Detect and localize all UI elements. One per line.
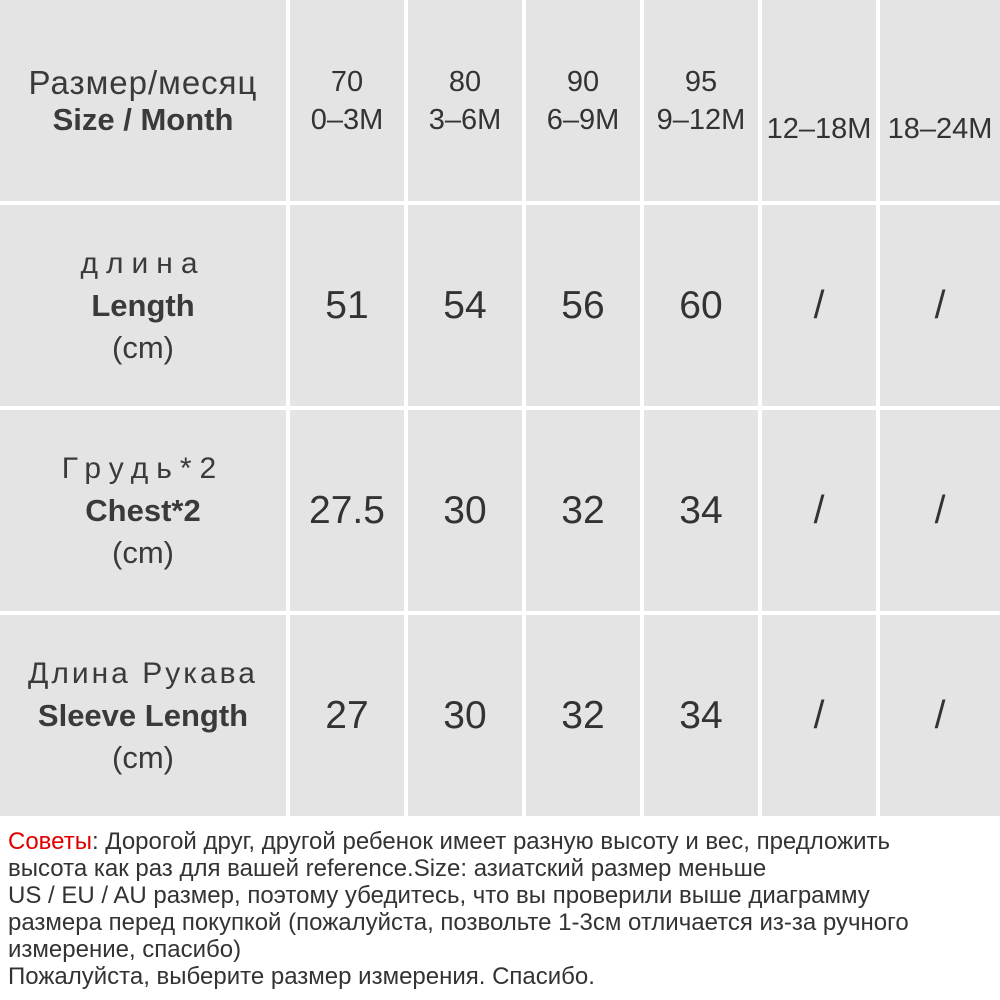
size-header-80 — [408, 0, 526, 205]
row-label-ru: длина — [80, 246, 206, 280]
table-cell: / — [762, 410, 880, 615]
table-cell: 32 — [526, 615, 644, 820]
row-label-ru: Грудь*2 — [61, 451, 225, 485]
size-number: 80 — [448, 65, 482, 98]
row-label-unit: (cm) — [112, 739, 174, 775]
size-months: 9–12M — [656, 103, 746, 136]
row-label-chest — [0, 410, 290, 615]
table-cell: 60 — [644, 205, 762, 410]
size-number: 95 — [684, 65, 718, 98]
size-tips-notes — [8, 828, 993, 996]
row-label-ru: Длина Рукава — [28, 656, 258, 690]
size-header-70 — [290, 0, 408, 205]
table-cell: 32 — [526, 410, 644, 615]
size-header-90 — [526, 0, 644, 205]
table-cell: / — [762, 615, 880, 820]
table-cell: 27.5 — [290, 410, 408, 615]
size-months: 0–3M — [310, 103, 384, 136]
table-cell: 34 — [644, 410, 762, 615]
size-months: 3–6M — [428, 103, 502, 136]
table-cell: 56 — [526, 205, 644, 410]
corner-label-ru: Размер/месяц — [28, 63, 258, 101]
table-cell: 54 — [408, 205, 526, 410]
row-label-en: Chest*2 — [85, 492, 201, 528]
size-number: 90 — [566, 65, 600, 98]
size-header-12-18m — [762, 0, 880, 205]
header-corner-cell — [0, 0, 290, 205]
row-label-unit: (cm) — [112, 534, 174, 570]
table-cell: / — [880, 205, 1000, 410]
table-cell: / — [762, 205, 880, 410]
size-months: 18–24M — [887, 113, 993, 145]
table-cell: 34 — [644, 615, 762, 820]
table-cell: 30 — [408, 410, 526, 615]
row-label-length — [0, 205, 290, 410]
size-months: 6–9M — [546, 103, 620, 136]
size-header-18-24m — [880, 0, 1000, 205]
size-header-95 — [644, 0, 762, 205]
notes-line-4: размера перед покупкой (пожалуйста, позвольте 1-3см отличается из-за ручного — [8, 909, 909, 936]
notes-line-5: измерение, спасибо) — [8, 936, 242, 963]
notes-line-3: US / EU / AU размер, поэтому убедитесь, что вы проверили выше диаграмму — [8, 882, 870, 909]
size-number: 70 — [330, 65, 364, 98]
corner-label-en: Size / Month — [52, 101, 234, 137]
table-cell: / — [880, 410, 1000, 615]
row-label-sleeve-length — [0, 615, 290, 820]
tips-label: Советы — [8, 828, 92, 855]
table-cell: 51 — [290, 205, 408, 410]
notes-line-6: Пожалуйста, выберите размер измерения. Спасибо. — [8, 963, 595, 990]
table-cell: / — [880, 615, 1000, 820]
row-label-unit: (cm) — [112, 329, 174, 365]
notes-line-2: высота как раз для вашей reference.Size: азиатский размер меньше — [8, 855, 767, 882]
row-label-en: Length — [91, 287, 195, 323]
row-label-en: Sleeve Length — [37, 697, 249, 733]
notes-line-1 — [8, 828, 993, 855]
table-cell: 30 — [408, 615, 526, 820]
notes-text: : Дорогой друг, другой ребенок имеет разную высоту и вес, предложить — [91, 828, 891, 855]
size-months: 12–18M — [766, 113, 872, 145]
table-cell: 27 — [290, 615, 408, 820]
